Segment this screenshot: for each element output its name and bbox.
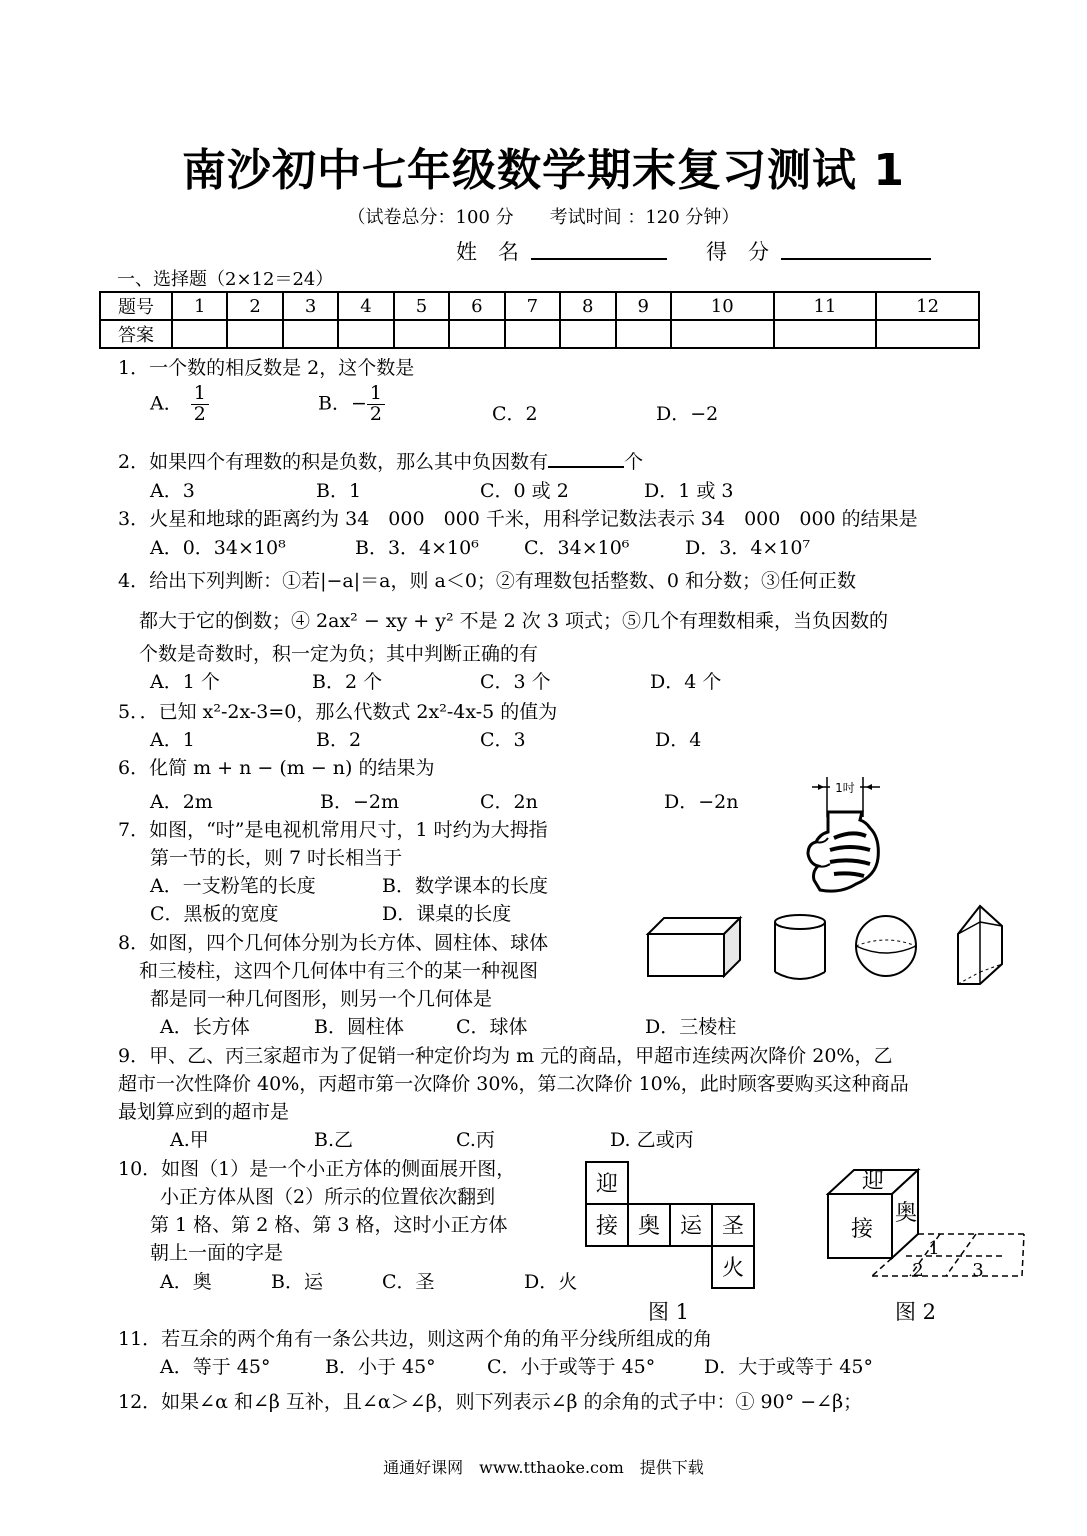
cuboid-shape — [648, 918, 740, 976]
q1-option-d: D．−2 — [656, 403, 719, 425]
answer-cell[interactable] — [227, 320, 282, 348]
answer-cell[interactable] — [616, 320, 671, 348]
q11-option-a: A．等于 45° — [160, 1356, 271, 1378]
grid-cell-3: 3 — [972, 1260, 984, 1281]
footer-credit: 通通好课网 www.tthaoke.com 提供下载 — [383, 1458, 704, 1477]
name-blank[interactable] — [531, 238, 667, 260]
q8-option-d: D．三棱柱 — [645, 1016, 737, 1038]
q5-option-b: B．2 — [316, 729, 362, 751]
net-face-ying: 迎 — [595, 1172, 619, 1197]
sphere-shape — [856, 916, 916, 976]
grid-cell-1: 1 — [928, 1238, 940, 1259]
q10-option-c: C．圣 — [382, 1271, 435, 1293]
q6-option-a: A．2m — [150, 791, 213, 813]
q3-stem: 3．火星和地球的距离约为 34 000 000 千米，用科学记数法表示 34 000 000 的结果是 — [118, 508, 918, 530]
score-blank[interactable] — [781, 238, 931, 260]
q5-option-a: A．1 — [150, 729, 195, 751]
q1-option-b: B．− $\frac{1}{2}$ — [318, 384, 385, 425]
q7-line2: 第一节的长，则 7 吋长相当于 — [150, 847, 403, 869]
section-heading: 一、选择题（2×12＝24） — [117, 269, 334, 290]
net-face-jie: 接 — [595, 1214, 619, 1239]
answer-cell[interactable] — [876, 320, 979, 348]
triangular-prism-shape — [958, 906, 1002, 984]
q10-option-b: B．运 — [271, 1271, 323, 1293]
answer-cell[interactable] — [394, 320, 449, 348]
q4-option-a: A．1 个 — [150, 671, 220, 693]
figure-2-caption: 图 2 — [895, 1300, 937, 1324]
answer-cell[interactable] — [449, 320, 504, 348]
q1-option-c: C．2 — [492, 403, 538, 425]
table-cell-num: 6 — [449, 292, 504, 320]
q6-option-b: B．−2m — [320, 791, 399, 813]
q2-stem: 2．如果四个有理数的积是负数，那么其中负因数有 个 — [118, 446, 643, 474]
q12-stem: 12．如果∠α 和∠β 互补，且∠α＞∠β，则下列表示∠β 的余角的式子中：① 90° −∠β； — [118, 1391, 863, 1413]
q3-option-a: A．0．34×10⁸ — [150, 537, 286, 559]
table-cell-num: 4 — [338, 292, 393, 320]
q7-option-a: A．一支粉笔的长度 — [150, 875, 316, 897]
net-face-yun: 运 — [679, 1214, 703, 1239]
q7-option-b: B．数学课本的长度 — [382, 875, 548, 897]
table-cell-num: 2 — [227, 292, 282, 320]
q9-line3: 最划算应到的超市是 — [118, 1101, 290, 1123]
q2-option-a: A．3 — [150, 480, 195, 502]
q7-line1: 7．如图，“吋”是电视机常用尺寸，1 吋约为大拇指 — [118, 819, 548, 841]
q4-line1: 4．给出下列判断：①若|−a|＝a，则 a＜0；②有理数包括整数、0 和分数；③任何正数 — [118, 570, 857, 592]
q8-option-c: C．球体 — [456, 1016, 528, 1038]
q7-option-d: D．课桌的长度 — [382, 903, 512, 925]
q8-option-b: B．圆柱体 — [314, 1016, 404, 1038]
net-face-sheng: 圣 — [721, 1214, 745, 1239]
table-cell-num: 9 — [616, 292, 671, 320]
q4-line3: 个数是奇数时，积一定为负；其中判断正确的有 — [139, 643, 539, 665]
q9-line2: 超市一次性降价 40%，丙超市第一次降价 30%，第二次降价 10%，此时顾客要购买这种商品 — [118, 1073, 909, 1095]
exam-info: （试卷总分：100 分 考试时间 ：120 分钟） — [347, 207, 740, 228]
q8-line3: 都是同一种几何图形，则另一个几何体是 — [150, 988, 493, 1010]
page-title: 南沙初中七年级数学期末复习测试 1 — [182, 145, 905, 196]
q8-line2: 和三棱柱，这四个几何体中有三个的某一种视图 — [139, 960, 539, 982]
cube-roll-figure — [826, 1164, 1036, 1284]
q4-line2: 都大于它的倒数；④ 2ax² − xy + y² 不是 2 次 3 项式；⑤几个有理数相乘，当负因数的 — [139, 610, 888, 632]
table-cell-num: 5 — [394, 292, 449, 320]
q10-line1: 10．如图（1）是一个小正方体的侧面展开图， — [118, 1158, 516, 1180]
q4-option-c: C．3 个 — [480, 671, 551, 693]
cube-side-face: 奥 — [894, 1201, 918, 1226]
q10-line3: 第 1 格、第 2 格、第 3 格，这时小正方体 — [150, 1214, 508, 1236]
inch-label: 1吋 — [835, 781, 855, 795]
table-row-numbers — [100, 292, 979, 320]
q5-option-d: D．4 — [655, 729, 702, 751]
grid-cell-2: 2 — [912, 1260, 924, 1281]
table-cell-num: 11 — [774, 292, 877, 320]
answer-table — [99, 291, 980, 349]
table-row-answers — [100, 320, 979, 348]
cylinder-shape — [775, 915, 825, 979]
table-cell-num: 10 — [671, 292, 774, 320]
q9-option-d: D. 乙或丙 — [610, 1129, 694, 1151]
answer-cell[interactable] — [172, 320, 227, 348]
answer-cell[interactable] — [560, 320, 615, 348]
table-cell-num: 1 — [172, 292, 227, 320]
net-face-ao: 奥 — [637, 1214, 661, 1239]
score-label: 得 分 — [706, 240, 769, 264]
q2-option-d: D．1 或 3 — [644, 480, 734, 502]
q10-option-d: D．火 — [524, 1271, 578, 1293]
q1-stem: 1．一个数的相反数是 2，这个数是 — [118, 357, 415, 379]
q3-option-d: D．3．4×10⁷ — [685, 537, 811, 559]
q11-option-b: B．小于 45° — [325, 1356, 436, 1378]
q11-stem: 11．若互余的两个角有一条公共边，则这两个角的角平分线所组成的角 — [118, 1328, 713, 1350]
q9-option-c: C.丙 — [456, 1129, 495, 1151]
net-face-huo: 火 — [721, 1256, 745, 1281]
q1-option-a: A． $\frac{1}{2}$ — [150, 384, 209, 425]
q10-line4: 朝上一面的字是 — [150, 1242, 284, 1264]
q5-stem: 5．．已知 x²-2x-3=0，那么代数式 2x²-4x-5 的值为 — [118, 701, 558, 723]
solids-figure — [640, 900, 1010, 990]
q4-option-b: B．2 个 — [312, 671, 383, 693]
q5-option-c: C．3 — [480, 729, 526, 751]
q8-line1: 8．如图，四个几何体分别为长方体、圆柱体、球体 — [118, 932, 549, 954]
table-cell-num: 12 — [876, 292, 979, 320]
q6-option-c: C．2n — [480, 791, 538, 813]
q3-option-c: C．34×10⁶ — [524, 537, 630, 559]
q11-option-d: D．大于或等于 45° — [704, 1356, 873, 1378]
q6-option-d: D．−2n — [664, 791, 739, 813]
q6-stem: 6．化简 m + n − (m − n) 的结果为 — [118, 757, 435, 779]
q2-option-c: C．0 或 2 — [480, 480, 569, 502]
table-cell-num: 3 — [283, 292, 338, 320]
answer-cell[interactable] — [671, 320, 774, 348]
table-header-number: 题号 — [100, 292, 172, 320]
q8-option-a: A．长方体 — [160, 1016, 250, 1038]
answer-cell[interactable] — [283, 320, 338, 348]
answer-cell[interactable] — [774, 320, 877, 348]
q11-option-c: C．小于或等于 45° — [487, 1356, 656, 1378]
cube-front-face: 接 — [850, 1217, 874, 1242]
answer-cell[interactable] — [505, 320, 560, 348]
answer-cell[interactable] — [338, 320, 393, 348]
cube-top-face: 迎 — [861, 1169, 885, 1194]
table-header-answer: 答案 — [100, 320, 172, 348]
q3-option-b: B．3．4×10⁶ — [355, 537, 479, 559]
figure-1-caption: 图 1 — [648, 1300, 690, 1324]
thumb-inch-figure — [790, 772, 900, 897]
q9-line1: 9．甲、乙、丙三家超市为了促销一种定价均为 m 元的商品，甲超市连续两次降价 20%，乙 — [118, 1045, 893, 1067]
q10-option-a: A．奥 — [160, 1271, 212, 1293]
q9-option-b: B.乙 — [314, 1129, 354, 1151]
q2-option-b: B．1 — [316, 480, 362, 502]
name-label: 姓 名 — [456, 240, 519, 264]
q10-line2: 小正方体从图（2）所示的位置依次翻到 — [160, 1186, 496, 1208]
q4-option-d: D．4 个 — [650, 671, 722, 693]
table-cell-num: 7 — [505, 292, 560, 320]
cube-net-figure — [584, 1160, 759, 1290]
q9-option-a: A.甲 — [170, 1129, 209, 1151]
q7-option-c: C．黑板的宽度 — [150, 903, 279, 925]
table-cell-num: 8 — [560, 292, 615, 320]
